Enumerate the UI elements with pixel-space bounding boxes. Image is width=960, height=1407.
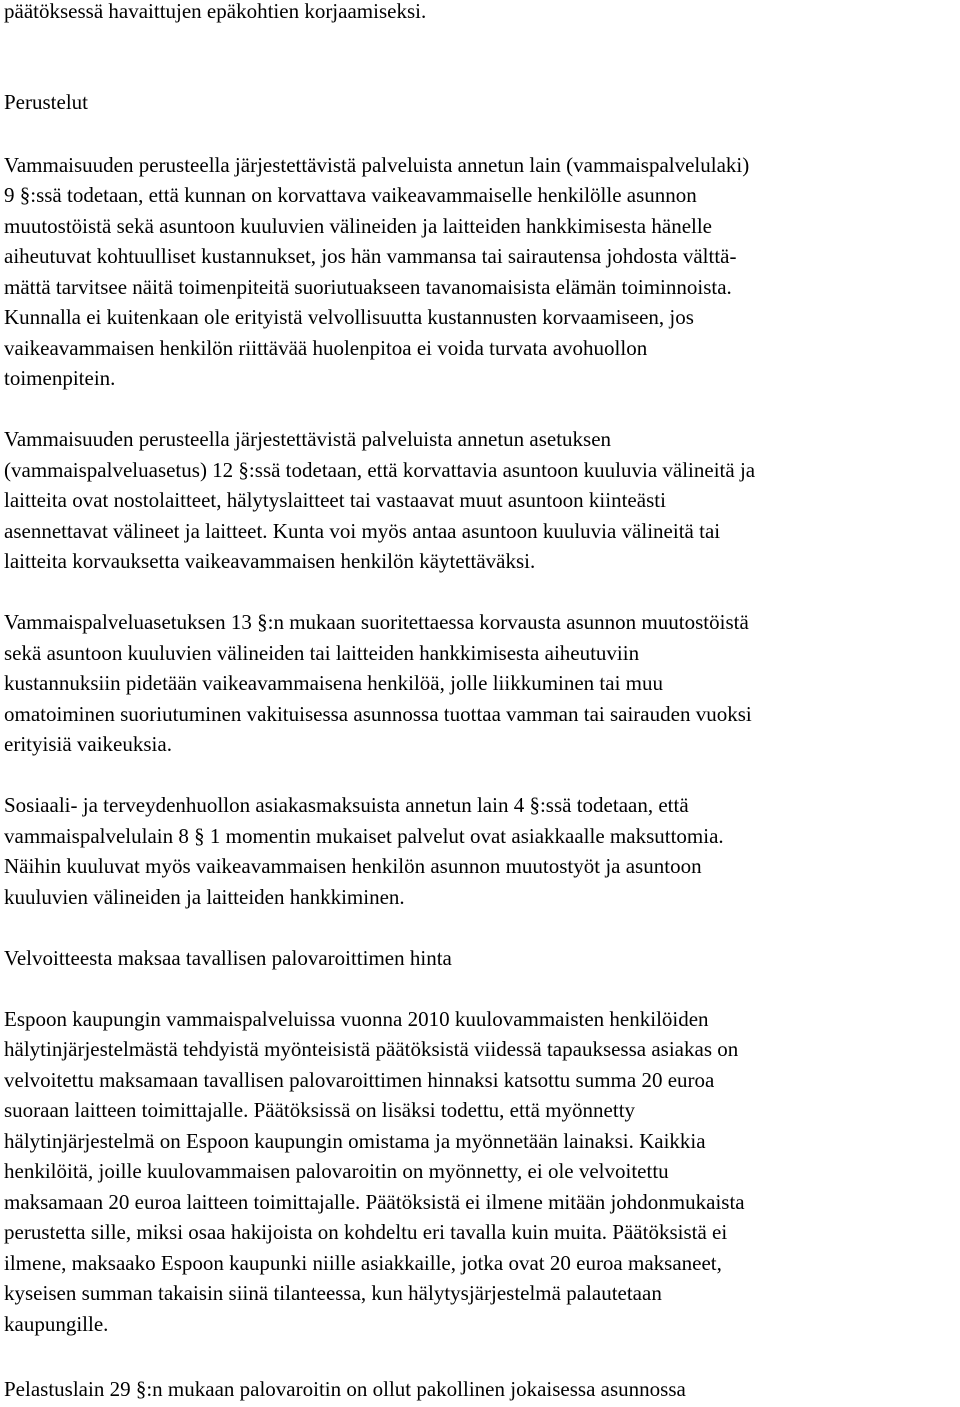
paragraph-vammaispalvelulaki — [4, 150, 956, 394]
text-line: perustetta sille, miksi osaa hakijoista on kohdeltu eri tavalla kuin muita. Päätöksistä ei — [4, 1220, 728, 1244]
text-line: laitteita korvauksetta vaikeavammaisen henkilön käytettäväksi. — [4, 549, 536, 573]
section-heading-palovaroitin: Velvoitteesta maksaa tavallisen palovaroittimen hinta — [4, 945, 452, 970]
text-line: Vammaisuuden perusteella järjestettävistä palveluista annetun lain (vammaispalvelulaki) — [4, 152, 750, 177]
text-line: muutostöistä sekä asuntoon kuuluvien välineiden ja laitteiden hankkimisesta hänelle — [4, 213, 713, 238]
text-line: laitteita ovat nostolaitteet, hälytyslaitteet tai vastaavat muut asuntoon kiinteästi — [4, 488, 666, 512]
text-line: Kunnalla ei kuitenkaan ole erityistä velvollisuutta kustannusten korvaamiseen, jos — [4, 305, 694, 329]
text-line: (vammaispalveluasetus) 12 §:ssä todetaan, että korvattavia asuntoon kuuluvia välineitä ja — [4, 457, 756, 482]
document-body — [4, 87, 956, 1339]
text-line: kustannuksiin pidetään vaikeavammaisena henkilöä, jolle liikkuminen tai muu — [4, 671, 664, 695]
text-line: velvoitettu maksamaan tavallisen palovaroittimen hinnaksi katsottu summa 20 euroa — [4, 1067, 715, 1092]
text-line: hälytinjärjestelmästä tehdyistä myönteisistä päätöksistä viidessä tapauksessa asiakas on — [4, 1037, 739, 1061]
text-line: kuuluvien välineiden ja laitteiden hankkiminen. — [4, 884, 405, 909]
text-line: henkilöitä, joille kuulovammaisen palovaroitin on myönnetty, ei ole velvoitettu — [4, 1159, 669, 1183]
text-line: omatoiminen suoriutuminen vakituisessa asunnossa tuottaa vamman tai sairauden vuoksi — [4, 701, 752, 726]
continued-line: päätöksessä havaittujen epäkohtien korjaamiseksi. — [4, 0, 427, 23]
paragraph-vammaispalveluasetus — [4, 424, 956, 577]
text-line: Vammaisuuden perusteella järjestettävistä palveluista annetun asetuksen — [4, 427, 612, 451]
text-line: Vammaispalveluasetuksen 13 §:n mukaan suoritettaessa korvausta asunnon muutostöistä — [4, 610, 749, 634]
text-line: maksamaan 20 euroa laitteen toimittajalle. Päätöksistä ei ilmene mitään johdonmukaista — [4, 1189, 745, 1214]
text-line: ilmene, maksaako Espoon kaupunki niille asiakkaille, jotka ovat 20 euroa maksaneet, — [4, 1250, 722, 1275]
text-line: hälytinjärjestelmä on Espoon kaupungin omistama ja myönnetään lainaksi. Kaikkia — [4, 1128, 706, 1153]
text-line: Espoon kaupungin vammaispalveluissa vuonna 2010 kuulovammaisten henkilöiden — [4, 1006, 709, 1031]
text-line: aiheutuvat kohtuulliset kustannukset, jos hän vammansa tai sairautensa johdosta välttä- — [4, 244, 737, 268]
paragraph-espoo — [4, 1004, 956, 1340]
text-line: suoraan laitteen toimittajalle. Päätöksissä on lisäksi todettu, että myönnetty — [4, 1098, 636, 1122]
text-line: mättä tarvitsee näitä toimenpiteitä suoriutuakseen tavanomaisista elämän toiminnoista. — [4, 274, 732, 299]
paragraph-asetus-13 — [4, 607, 956, 760]
section-heading-perustelut: Perustelut — [4, 90, 88, 114]
text-line: kyseisen summan takaisin siinä tilanteessa, kun hälytysjärjestelmä palautetaan — [4, 1281, 662, 1305]
text-line: vammaispalvelulain 8 § 1 momentin mukaiset palvelut ovat asiakkaalle maksuttomia. — [4, 823, 724, 848]
pelastuslaki-line: Pelastuslain 29 §:n mukaan palovaroitin on ollut pakollinen jokaisessa asunnossa — [4, 1377, 686, 1401]
text-line: Näihin kuuluvat myös vaikeavammaisen henkilön asunnon muutostyöt ja asuntoon — [4, 854, 702, 878]
text-line: Sosiaali- ja terveydenhuollon asiakasmaksuista annetun lain 4 §:ssä todetaan, että — [4, 793, 689, 817]
paragraph-asiakasmaksut — [4, 790, 956, 912]
text-line: toimenpitein. — [4, 366, 116, 390]
text-line: erityisiä vaikeuksia. — [4, 732, 172, 756]
text-line: vaikeavammaisen henkilön riittävää huolenpitoa ei voida turvata avohuollon — [4, 335, 648, 360]
text-line: kaupungille. — [4, 1311, 109, 1336]
text-line: 9 §:ssä todetaan, että kunnan on korvattava vaikeavammaiselle henkilölle asunnon — [4, 183, 697, 207]
text-line: sekä asuntoon kuuluvien välineiden tai laitteiden hankkimisesta aiheutuviin — [4, 640, 640, 665]
text-line: asennettavat välineet ja laitteet. Kunta voi myös antaa asuntoon kuuluvia välineitä tai — [4, 518, 721, 543]
